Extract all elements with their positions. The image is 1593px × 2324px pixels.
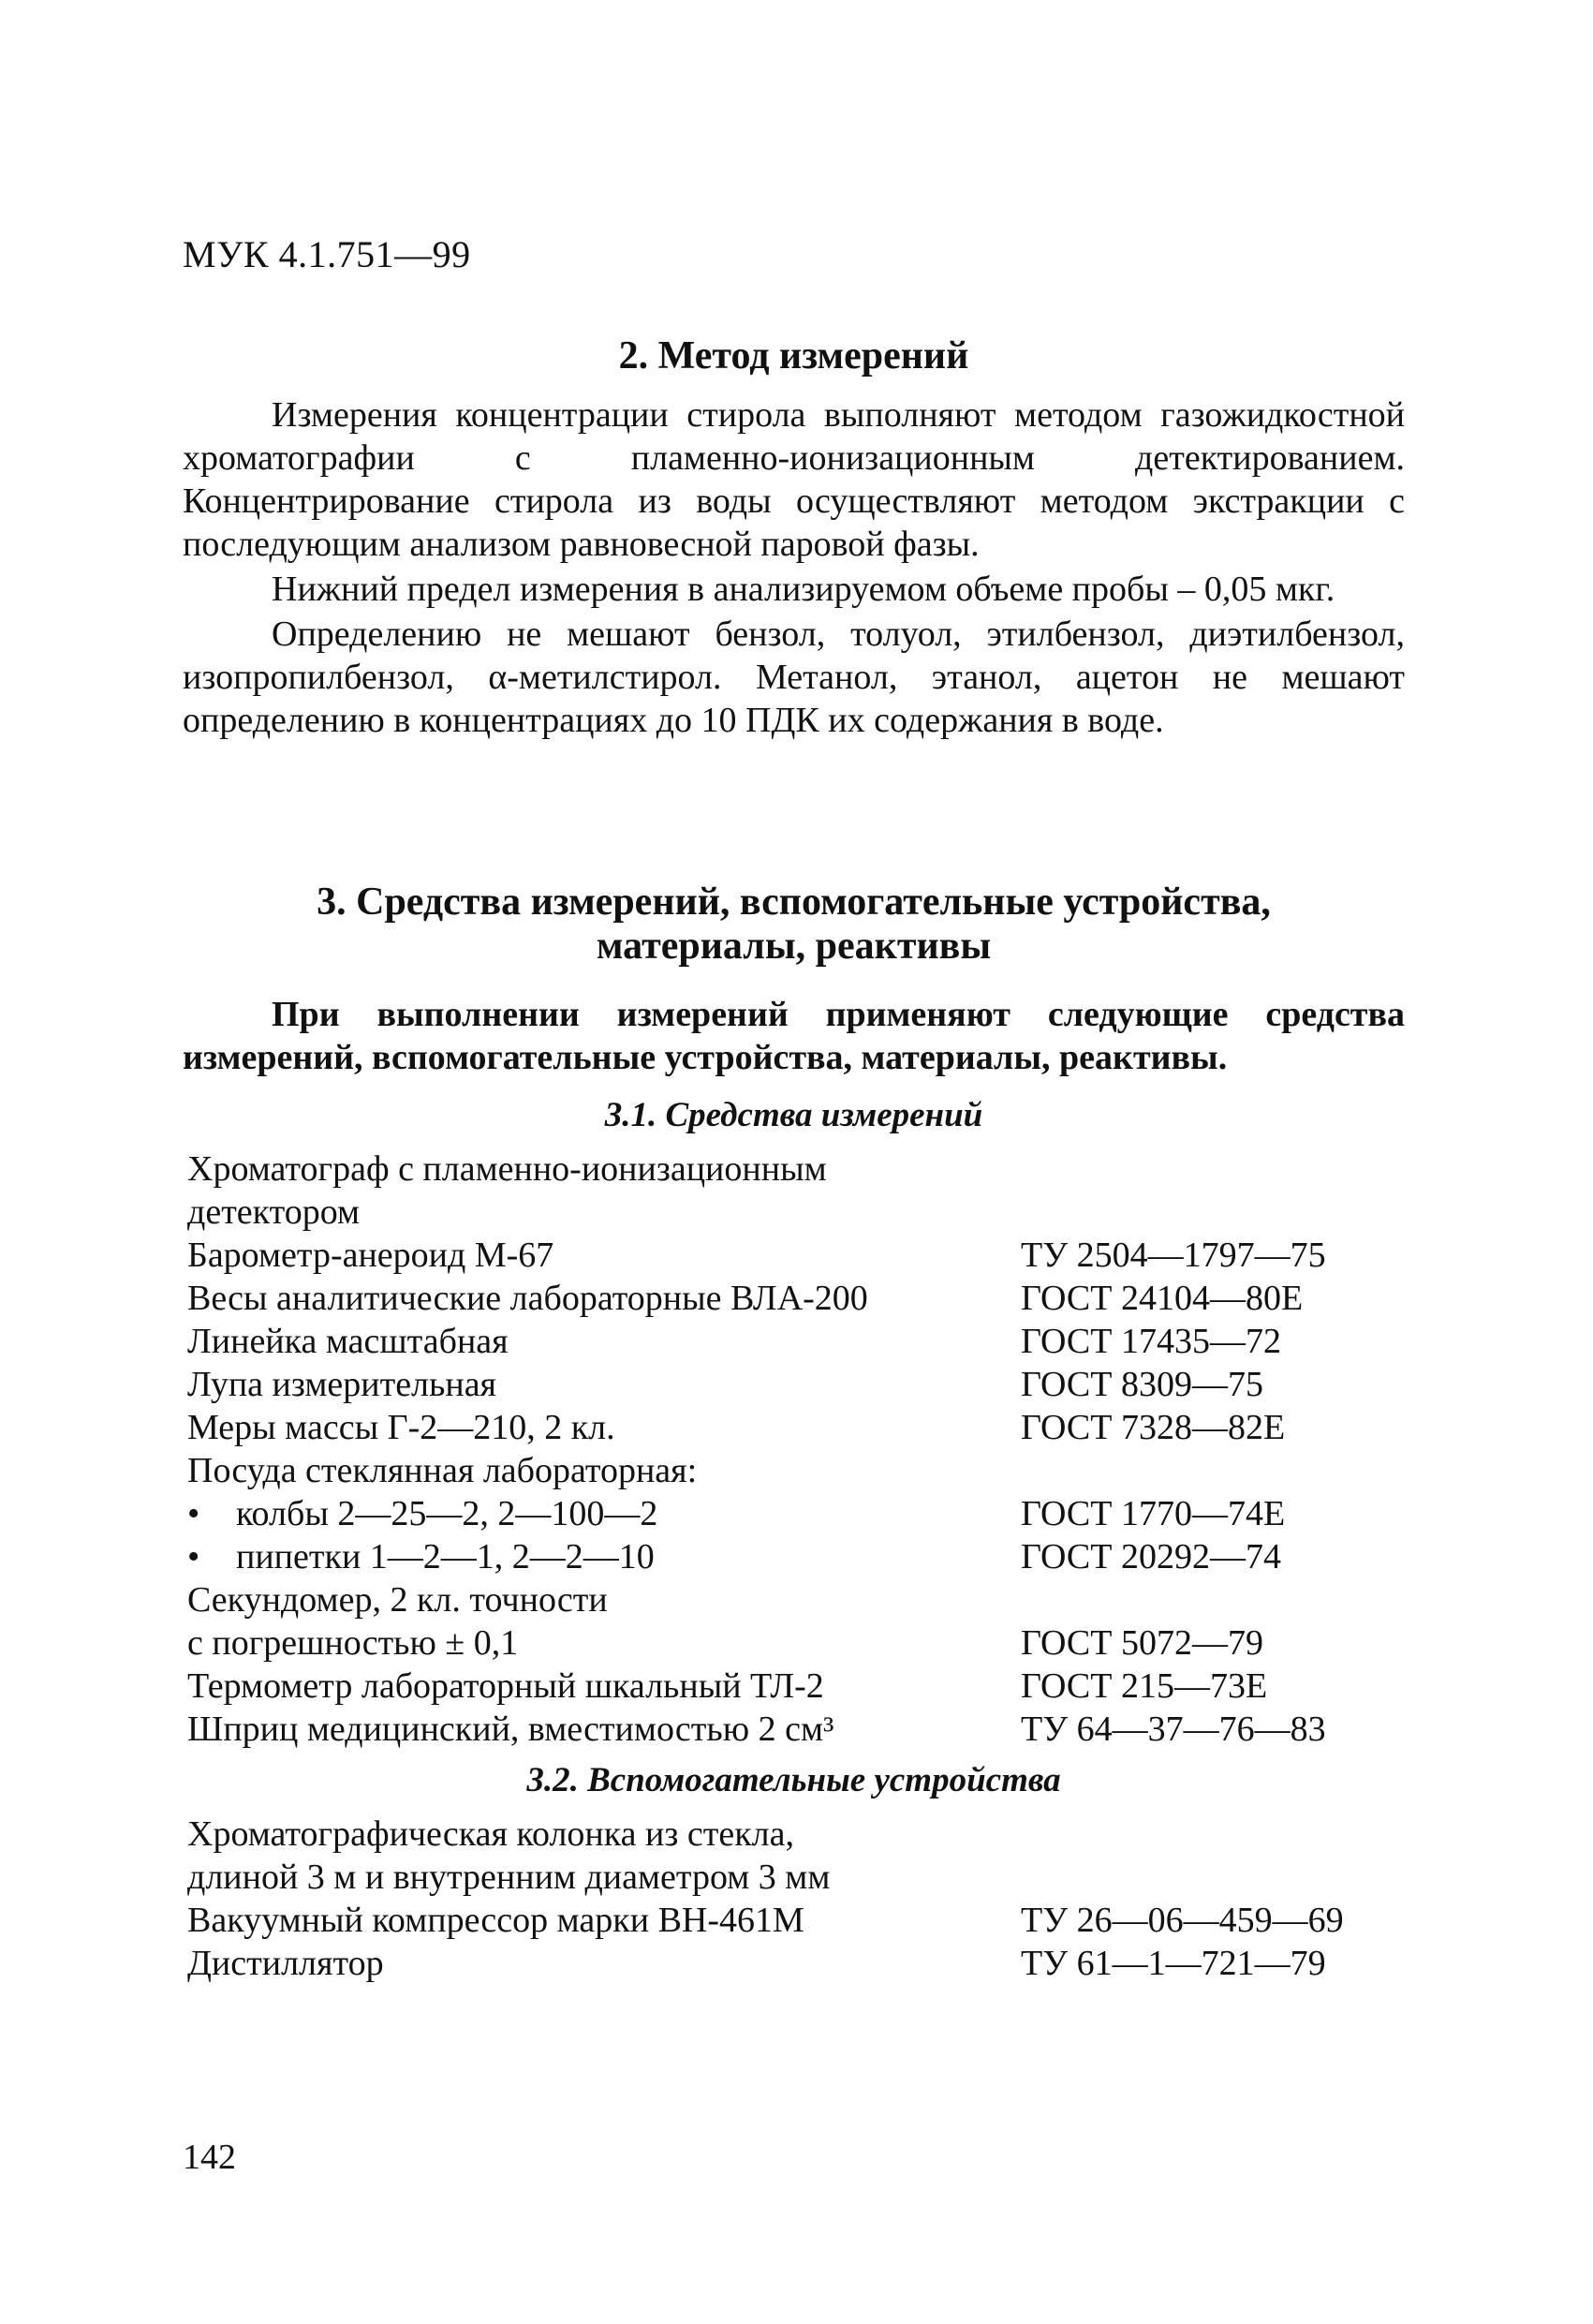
bullet-icon: • — [187, 1537, 200, 1576]
item-name-text: пипетки 1—2—1, 2—2—10 — [236, 1537, 655, 1576]
item-name: длиной 3 м и внутренним диаметром 3 мм — [187, 1858, 831, 1897]
section-3-intro-text: При выполнении измерений применяют следующие средства измерений, вспомогательные устройства, материалы, реактивы. — [183, 995, 1405, 1077]
page-number: 142 — [183, 2138, 236, 2177]
list-item — [187, 1492, 1405, 1535]
item-name: Секундомер, 2 кл. точности — [187, 1580, 608, 1620]
item-name: Шприц медицинский, вместимостью 2 см³ — [187, 1710, 834, 1749]
item-name: Дистиллятор — [187, 1944, 384, 1983]
item-name: с погрешностью ± 0,1 — [187, 1623, 519, 1663]
item-standard: ТУ 64—37—76—83 — [1021, 1710, 1326, 1749]
list-item — [187, 1277, 1405, 1320]
section-3-title-line-2: материалы, реактивы — [596, 925, 992, 968]
item-name: Посуда стеклянная лабораторная: — [187, 1451, 698, 1490]
section-2-paragraph: Измерения концентрации стирола выполняют методом газожидкостной хроматографии с пламенно-ионизационным детектированием. Концентрирование стирола из воды осуществляют методом экстракции с последующим анализом равновесной паровой фазы. — [183, 395, 1405, 564]
list-item — [187, 1899, 1405, 1942]
item-name: Меры массы Г-2—210, 2 кл. — [187, 1408, 615, 1447]
list-item — [187, 1449, 1405, 1492]
list-item — [187, 1147, 1405, 1191]
item-name — [187, 1535, 655, 1578]
measurement-instruments-list — [187, 1147, 1405, 1751]
item-standard: ГОСТ 1770—74Е — [1021, 1494, 1286, 1533]
list-item — [187, 1665, 1405, 1708]
document-code: МУК 4.1.751—99 — [183, 233, 471, 275]
item-standard: ГОСТ 24104—80Е — [1021, 1279, 1304, 1318]
list-item — [187, 1942, 1405, 1985]
item-name: Линейка масштабная — [187, 1322, 509, 1361]
item-standard: ГОСТ 17435—72 — [1021, 1322, 1281, 1361]
item-name: Весы аналитические лабораторные ВЛА-200 — [187, 1279, 868, 1318]
item-name: Хроматограф с пламенно-ионизационным — [187, 1149, 827, 1189]
item-name: Барометр-анероид М-67 — [187, 1236, 554, 1275]
section-2-body — [183, 393, 1405, 742]
list-item — [187, 1320, 1405, 1363]
item-name-text: колбы 2—25—2, 2—100—2 — [236, 1494, 658, 1533]
subsection-3-1-title: 3.1. Средства измерений — [604, 1096, 983, 1134]
item-standard: ТУ 61—1—721—79 — [1021, 1944, 1326, 1983]
list-item — [187, 1856, 1405, 1899]
list-item — [187, 1813, 1405, 1856]
item-standard: ГОСТ 5072—79 — [1021, 1623, 1263, 1663]
section-3-title-line-1: 3. Средства измерений, вспомогательные устройства, — [317, 881, 1271, 924]
item-name: Хроматографическая колонка из стекла, — [187, 1814, 794, 1854]
item-standard: ГОСТ 8309—75 — [1021, 1365, 1263, 1404]
auxiliary-devices-list — [187, 1813, 1405, 1985]
item-name: Лупа измерительная — [187, 1365, 497, 1404]
item-name: Вакуумный компрессор марки ВН-461М — [187, 1901, 804, 1940]
item-standard: ГОСТ 7328—82Е — [1021, 1408, 1286, 1447]
list-item — [187, 1234, 1405, 1277]
bullet-icon: • — [187, 1494, 200, 1533]
item-standard: ТУ 26—06—459—69 — [1021, 1901, 1344, 1940]
item-name: Термометр лабораторный шкальный ТЛ-2 — [187, 1666, 824, 1706]
section-2-paragraph: Определению не мешают бензол, толуол, этилбензол, диэтилбензол, изопропилбензол, α-метилстирол. Метанол, этанол, ацетон не мешают определению в концентрациях до 10 ПДК их содержания в воде. — [183, 614, 1405, 740]
item-name: детектором — [187, 1192, 361, 1232]
list-item — [187, 1621, 1405, 1665]
list-item — [187, 1708, 1405, 1751]
item-name — [187, 1492, 657, 1535]
list-item — [187, 1191, 1405, 1234]
subsection-3-2-title: 3.2. Вспомогательные устройства — [526, 1761, 1061, 1799]
item-standard: ТУ 2504—1797—75 — [1021, 1236, 1326, 1275]
section-2-paragraph: Нижний предел измерения в анализируемом объеме пробы – 0,05 мкг. — [272, 570, 1335, 609]
item-standard: ГОСТ 20292—74 — [1021, 1537, 1281, 1576]
section-3-intro — [183, 993, 1405, 1079]
list-item — [187, 1578, 1405, 1621]
list-item — [187, 1535, 1405, 1578]
list-item — [187, 1406, 1405, 1449]
item-standard: ГОСТ 215—73Е — [1021, 1666, 1268, 1706]
section-2-title: 2. Метод измерений — [618, 334, 969, 377]
list-item — [187, 1363, 1405, 1406]
